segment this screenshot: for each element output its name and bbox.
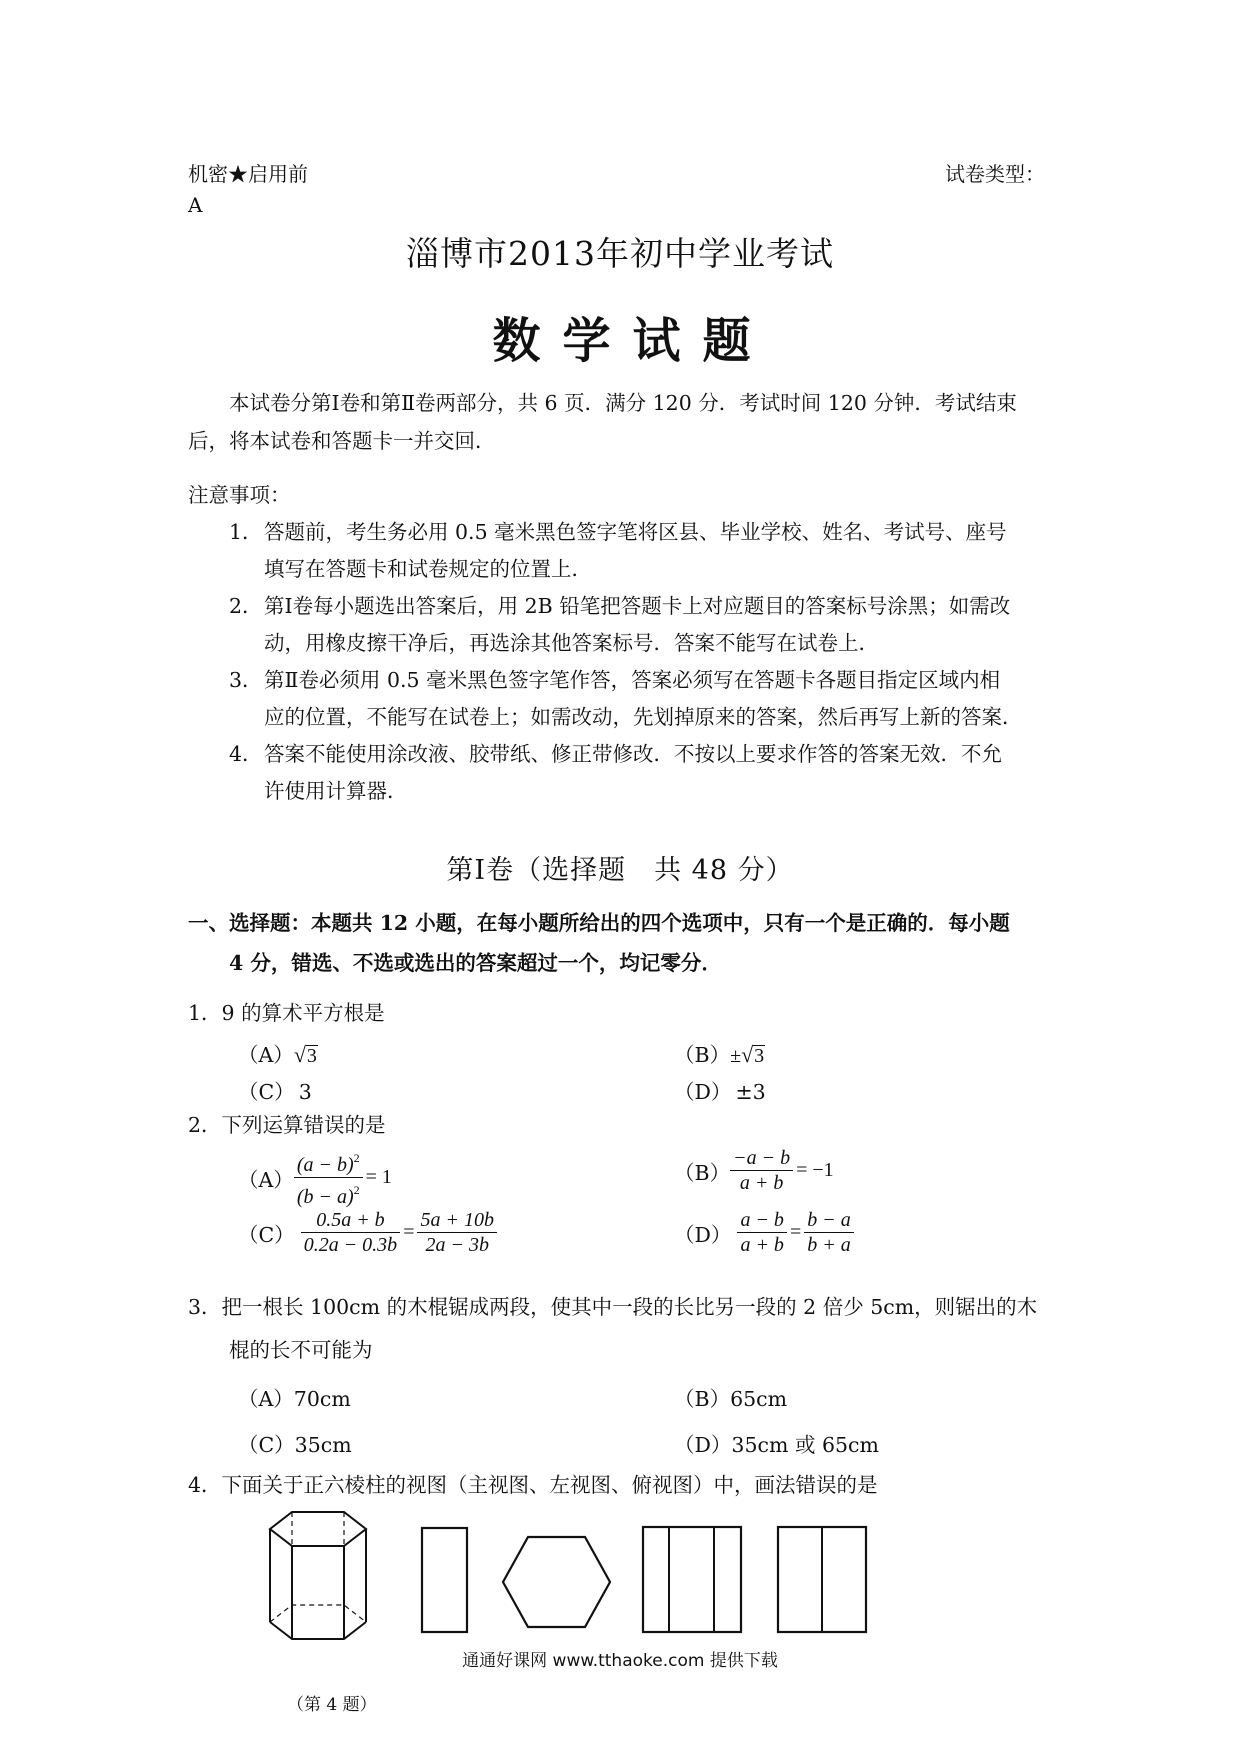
numerator: −a − b	[730, 1146, 793, 1171]
equation-rhs: = 1	[365, 1166, 392, 1188]
intro-line-1: 本试卷分第Ⅰ卷和第Ⅱ卷两部分，共 6 页．满分 120 分．考试时间 120 分钟．考试结束	[229, 391, 1017, 415]
equation-rhs: = −1	[796, 1159, 834, 1181]
notice-item-1-num: 1．	[229, 520, 263, 544]
question-2-option-a	[238, 1146, 392, 1209]
numerator: (a − b)	[296, 1154, 354, 1176]
denominator: a + b	[740, 1234, 784, 1256]
denominator: 2a − 3b	[425, 1234, 489, 1256]
question-2-stem: 2．下列运算错误的是	[188, 1113, 386, 1137]
question-3-option-c: （C）35cm	[238, 1433, 352, 1457]
exam-title: 淄博市2013年初中学业考试	[406, 234, 834, 273]
plus-minus: ±	[730, 1045, 742, 1067]
question-3-line-2: 棍的长不可能为	[229, 1338, 373, 1362]
equals-sign: =	[403, 1221, 415, 1243]
notice-item-3-line-2: 应的位置，不能写在试卷上；如需改动，先划掉原来的答案，然后再写上新的答案．	[264, 705, 1023, 729]
fraction	[301, 1208, 401, 1257]
question-1-option-b	[674, 1038, 765, 1068]
question-1-stem: 1．9 的算术平方根是	[188, 1001, 385, 1025]
option-c-text: 3	[298, 1080, 312, 1104]
question-1-option-d	[674, 1075, 766, 1105]
question-3-line-1: 3．把一根长 100cm 的木棍锯成两段，使其中一段的长比另一段的 2 倍少 5cm，则锯出的木	[188, 1295, 1038, 1319]
exponent: 2	[353, 1151, 360, 1165]
question-3-option-a: （A）70cm	[238, 1387, 351, 1411]
figure-caption: （第 4 题）	[287, 1695, 377, 1715]
denominator: 0.2a − 0.3b	[303, 1234, 398, 1256]
option-c-label: （C）	[238, 1080, 295, 1104]
notice-item-2-line-2: 动，用橡皮擦干净后，再选涂其他答案标号．答案不能写在试卷上．	[264, 631, 879, 655]
fraction	[804, 1208, 854, 1257]
denominator: (b − a)	[296, 1186, 354, 1208]
option-b-label: （B）	[674, 1160, 731, 1185]
view-option-two-faces	[775, 1524, 871, 1636]
option-d-text: ±3	[735, 1080, 766, 1104]
question-1-option-c	[238, 1075, 312, 1105]
view-option-hexagon	[500, 1533, 615, 1633]
part-1-title: 第Ⅰ卷（选择题 共 48 分）	[446, 855, 794, 886]
question-3-option-b: （B）65cm	[674, 1387, 788, 1411]
question-2-option-b	[674, 1146, 834, 1195]
option-d-label: （D）	[674, 1080, 732, 1104]
notice-item-2-num: 2．	[229, 594, 263, 618]
notice-item-3-num: 3．	[229, 668, 263, 692]
section-1-line-2: 4 分，错选、不选或选出的答案超过一个，均记零分．	[229, 951, 722, 975]
fraction	[737, 1208, 787, 1257]
radicand: 3	[754, 1045, 765, 1067]
question-4-stem: 4．下面关于正六棱柱的视图（主视图、左视图、俯视图）中，画法错误的是	[188, 1473, 878, 1497]
numerator: 5a + 10b	[417, 1208, 497, 1233]
intro-line-2: 后，将本试卷和答题卡一并交回．	[188, 429, 496, 453]
notice-item-4-line-2: 许使用计算器．	[264, 779, 408, 803]
question-3-option-d: （D）35cm 或 65cm	[674, 1433, 879, 1457]
equals-sign: =	[789, 1221, 802, 1243]
radical-sign: √	[741, 1042, 754, 1067]
option-a-label: （A）	[238, 1167, 294, 1192]
denominator: a + b	[739, 1172, 784, 1194]
notice-heading: 注意事项：	[188, 483, 291, 507]
exponent: 2	[353, 1183, 360, 1197]
option-d-label: （D）	[674, 1222, 732, 1247]
denominator: b + a	[807, 1234, 851, 1256]
notice-item-1-line-1: 答题前，考生务必用 0.5 毫米黑色签字笔将区县、毕业学校、姓名、考试号、座号	[264, 520, 1007, 544]
paper-type-label: 试卷类型：	[945, 162, 1045, 186]
numerator: b − a	[804, 1208, 854, 1233]
question-2-option-c	[238, 1208, 497, 1257]
notice-item-2-line-1: 第Ⅰ卷每小题选出答案后，用 2B 铅笔把答题卡上对应题目的答案标号涂黑；如需改	[264, 594, 1011, 618]
option-c-label: （C）	[238, 1222, 295, 1247]
exam-subtitle: 数学试题	[492, 313, 773, 369]
hexagonal-prism-figure	[262, 1505, 374, 1650]
question-1-option-a	[238, 1038, 318, 1068]
numerator: a − b	[737, 1208, 787, 1233]
notice-item-4-num: 4．	[229, 742, 263, 766]
notice-item-3-line-1: 第Ⅱ卷必须用 0.5 毫米黑色签字笔作答，答案必须写在答题卡各题目指定区域内相	[264, 668, 1001, 692]
section-1-line-1: 一、选择题：本题共 12 小题，在每小题所给出的四个选项中，只有一个是正确的．每小题	[188, 911, 1010, 935]
confidential-label: 机密★启用前	[188, 162, 308, 186]
numerator: 0.5a + b	[301, 1208, 401, 1233]
fraction	[294, 1146, 363, 1209]
paper-type-value: A	[188, 193, 203, 217]
question-2-option-d	[674, 1208, 854, 1257]
fraction	[730, 1146, 793, 1195]
option-a-label: （A）	[238, 1043, 294, 1067]
radicand: 3	[306, 1045, 317, 1067]
fraction	[417, 1208, 497, 1257]
radical-sign: √	[293, 1042, 306, 1067]
watermark-text: 通通好课网 www.tthaoke.com 提供下载	[462, 1651, 778, 1671]
notice-item-4-line-1: 答案不能使用涂改液、胶带纸、修正带修改．不按以上要求作答的答案无效．不允	[264, 742, 1002, 766]
view-option-three-faces	[640, 1524, 745, 1636]
view-option-rectangle	[420, 1526, 470, 1636]
option-b-label: （B）	[674, 1043, 731, 1067]
notice-item-1-line-2: 填写在答题卡和试卷规定的位置上．	[264, 557, 592, 581]
